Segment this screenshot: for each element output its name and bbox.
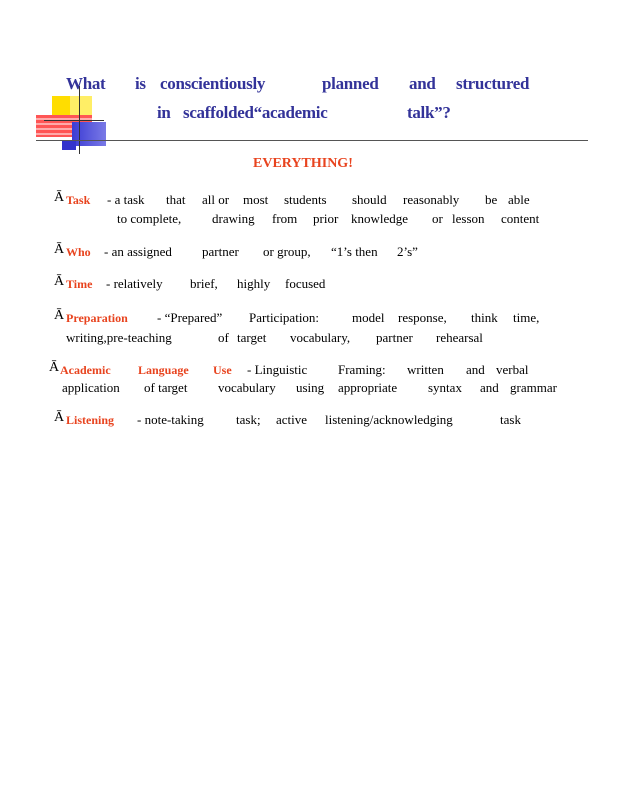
bullet-glyph: Ā <box>54 308 65 323</box>
item-text: or group, <box>263 244 311 259</box>
item-text: reasonably <box>403 192 460 207</box>
bullet-glyph: Ā <box>49 360 60 375</box>
item-text: writing,pre-teaching <box>66 330 172 345</box>
item-text: vocabulary, <box>290 330 351 345</box>
title-word: planned <box>322 74 379 93</box>
item-text: think <box>471 310 498 325</box>
item-text: partner <box>376 330 413 345</box>
item-text: - Linguistic <box>247 362 308 377</box>
item-text: content <box>501 211 540 226</box>
item-text: and <box>480 380 499 395</box>
item-text: partner <box>202 244 239 259</box>
logo-horizontal-line <box>44 120 104 121</box>
item-text: highly <box>237 276 271 291</box>
item-label: Preparation <box>66 311 128 325</box>
item-text: appropriate <box>338 380 398 395</box>
title-word: and <box>409 74 436 93</box>
item-text: of target <box>144 380 188 395</box>
item-text: rehearsal <box>436 330 483 345</box>
item-text: should <box>352 192 387 207</box>
item-text: listening/acknowledging <box>325 412 453 427</box>
item-text: - relatively <box>106 276 163 291</box>
item-text: to complete, <box>117 211 182 226</box>
item-text: that <box>166 192 186 207</box>
item-label: Listening <box>66 413 115 427</box>
item-text: focused <box>285 276 326 291</box>
item-text: from <box>272 211 298 226</box>
bullet-glyph: Ā <box>54 410 65 425</box>
bullet-glyph: Ā <box>54 274 65 289</box>
item-text: - an assigned <box>104 244 172 259</box>
item-text: prior <box>313 211 339 226</box>
item-text: model <box>352 310 385 325</box>
title-word: structured <box>456 74 530 93</box>
title-divider <box>36 140 588 141</box>
item-text: written <box>407 362 444 377</box>
item-text: “1’s then <box>331 244 378 259</box>
item-label: Who <box>66 245 91 259</box>
item-text: Participation: <box>249 310 320 325</box>
item-label: Use <box>213 363 232 377</box>
title-word: talk”? <box>407 103 451 122</box>
title-word: What <box>66 74 106 93</box>
item-text: drawing <box>212 211 255 226</box>
item-text: most <box>243 192 269 207</box>
item-text: - note-taking <box>137 412 204 427</box>
item-text: response, <box>398 310 447 325</box>
item-label: Language <box>138 363 189 377</box>
item-text: vocabulary <box>218 380 276 395</box>
title-word: conscientiously <box>160 74 266 93</box>
item-label: Academic <box>60 363 111 377</box>
item-text: time, <box>513 310 540 325</box>
item-text: lesson <box>452 211 485 226</box>
logo-blue-square <box>72 122 106 146</box>
item-text: using <box>296 380 325 395</box>
item-text: target <box>237 330 267 345</box>
item-text: 2’s” <box>397 244 418 259</box>
item-text: grammar <box>510 380 557 395</box>
item-text: task; <box>236 412 261 427</box>
bullet-glyph: Ā <box>54 190 65 205</box>
item-text: syntax <box>428 380 462 395</box>
item-text: task <box>500 412 521 427</box>
item-text: - a task <box>107 192 145 207</box>
item-text: active <box>276 412 308 427</box>
item-text: be <box>485 192 498 207</box>
item-text: or <box>432 211 443 226</box>
subtitle-everything: EVERYTHING! <box>253 156 353 171</box>
item-text: able <box>508 192 530 207</box>
item-text: and <box>466 362 485 377</box>
logo-blue-small <box>62 140 76 150</box>
title-word: is <box>135 74 146 93</box>
item-label: Time <box>66 277 93 291</box>
item-text: Framing: <box>338 362 386 377</box>
item-text: - “Prepared” <box>157 310 223 325</box>
item-text: knowledge <box>351 211 409 226</box>
item-text: application <box>62 380 120 395</box>
item-text: all or <box>202 192 230 207</box>
title-word: in <box>157 103 171 122</box>
item-text: students <box>284 192 327 207</box>
title-word: scaffolded“academic <box>183 103 328 122</box>
bullet-glyph: Ā <box>54 242 65 257</box>
item-label: Task <box>66 193 91 207</box>
item-text: brief, <box>190 276 218 291</box>
item-text: of <box>218 330 229 345</box>
item-text: verbal <box>496 362 529 377</box>
